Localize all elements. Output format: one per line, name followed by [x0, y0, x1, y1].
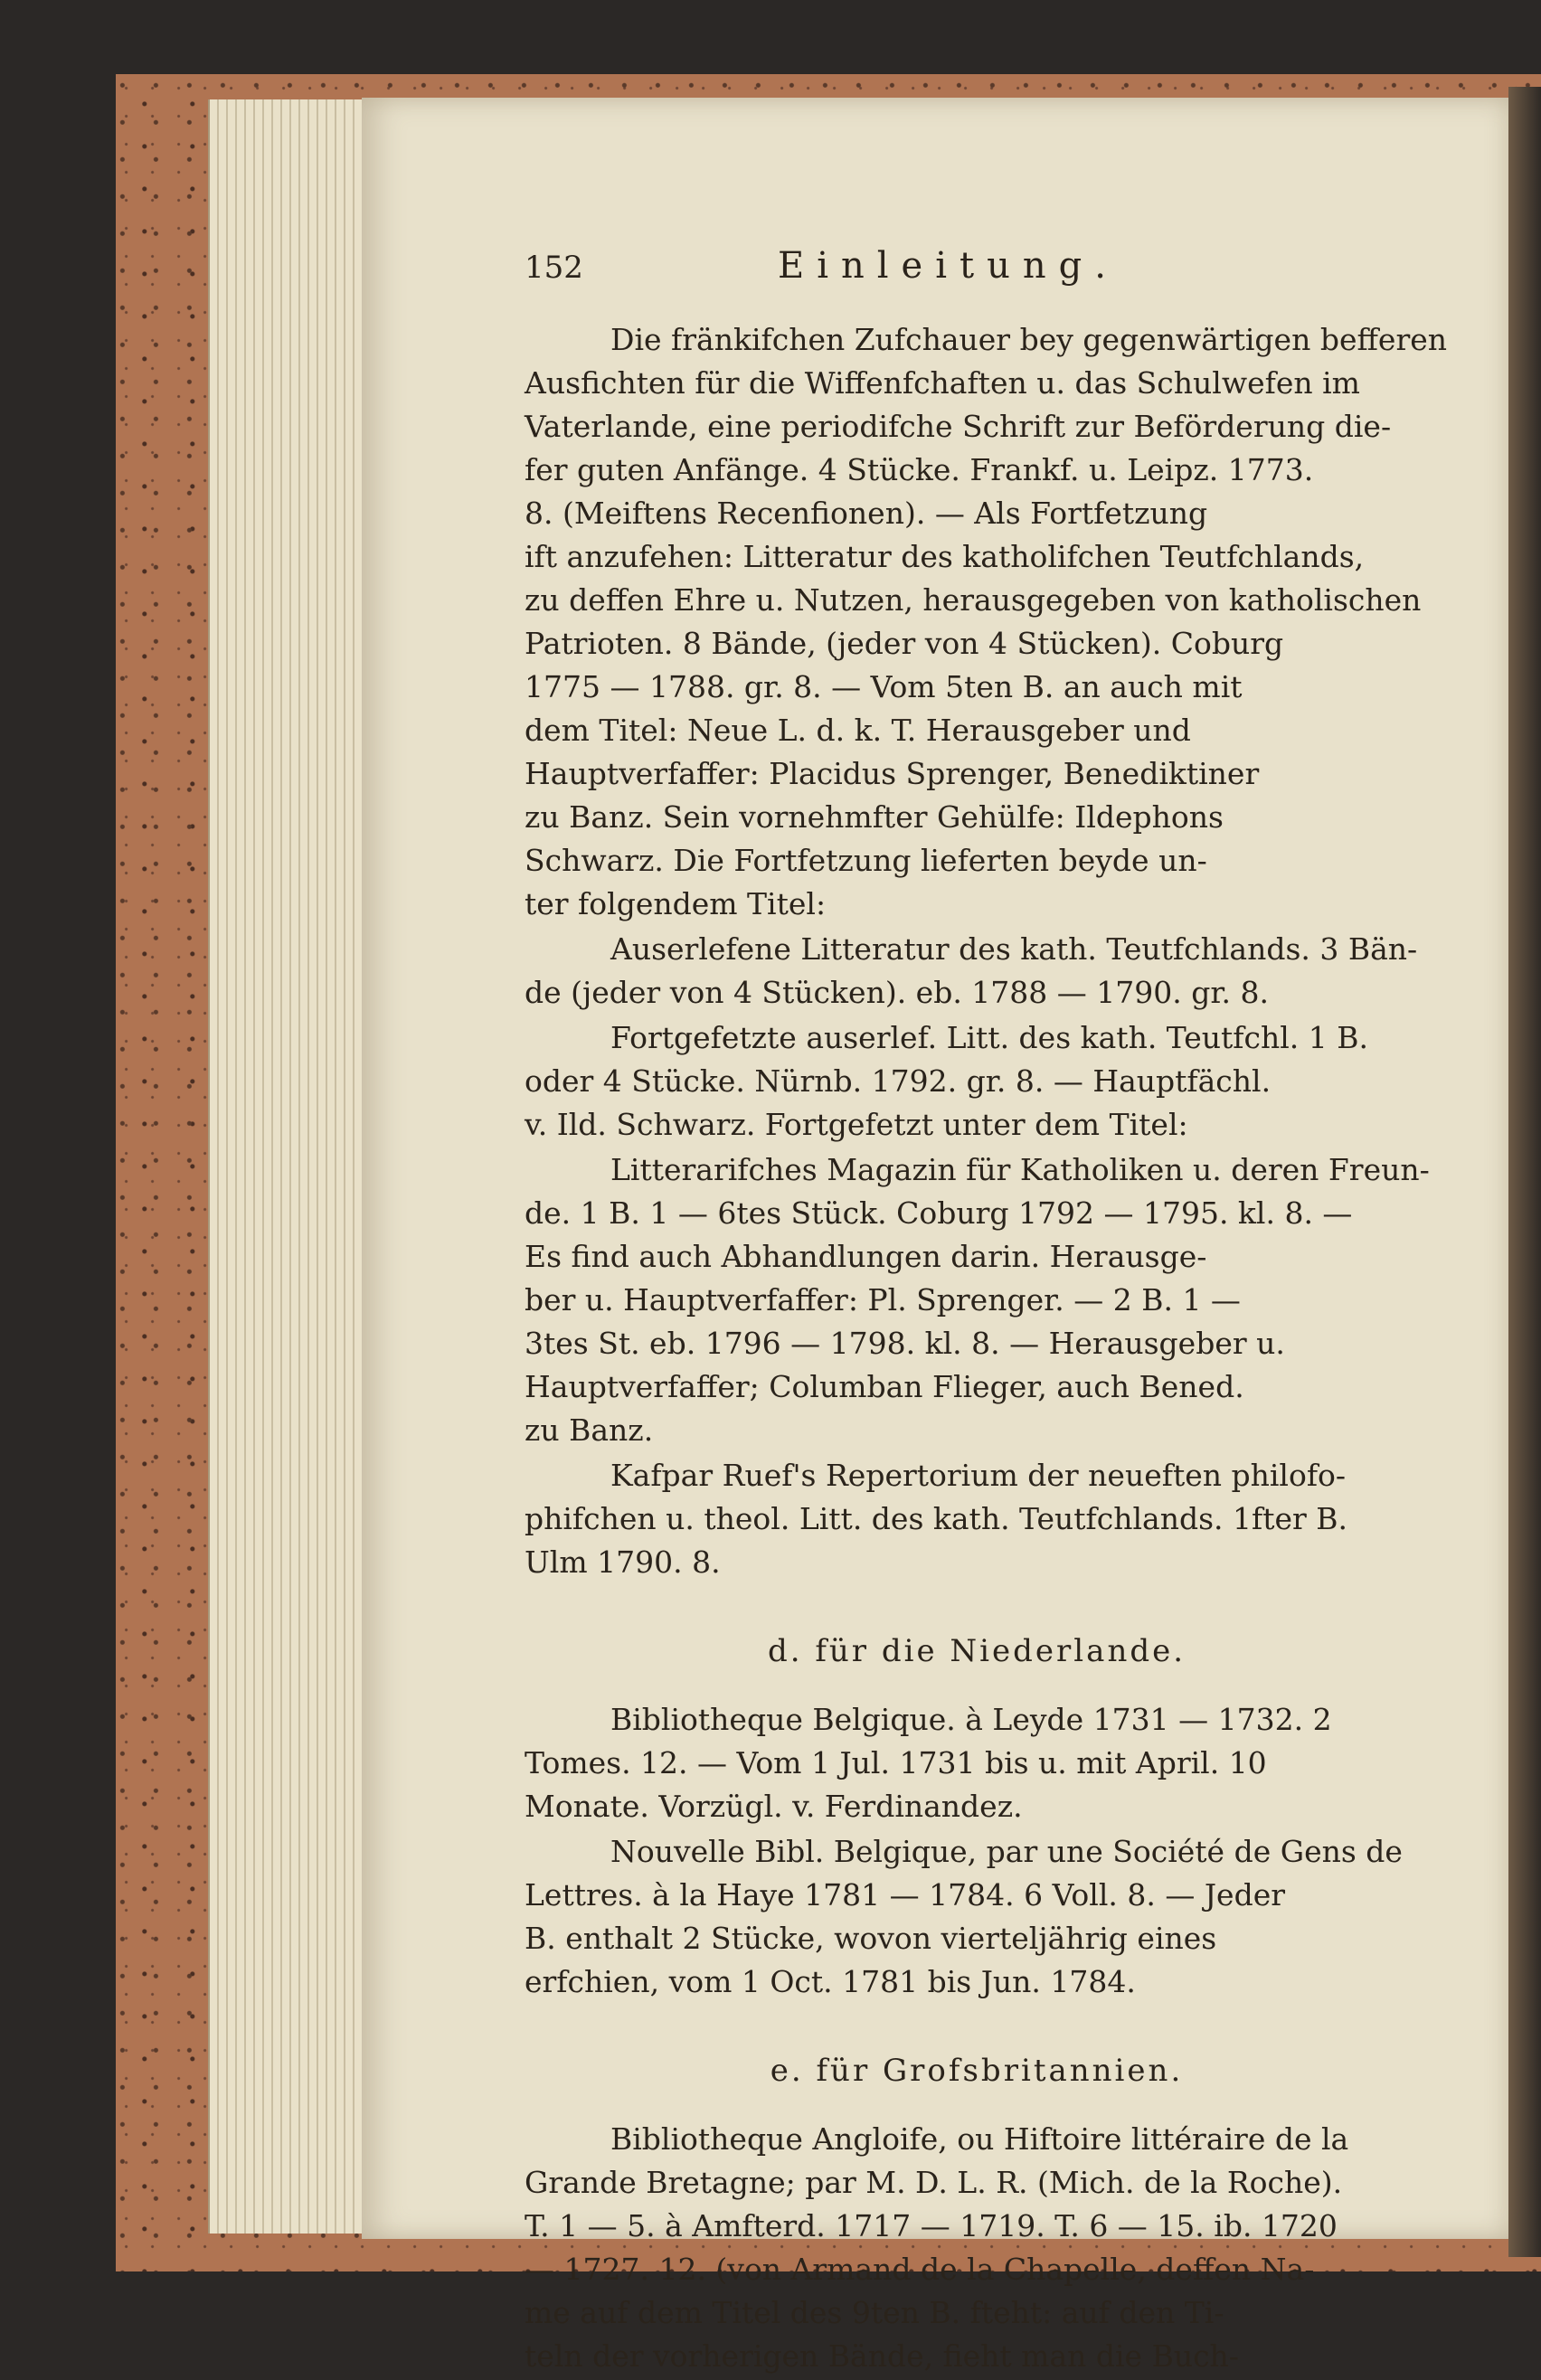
- text-line: Es find auch Abhandlungen darin. Herausge-: [525, 1239, 1207, 1274]
- text-line: Hauptverfaffer: Placidus Sprenger, Benediktiner: [525, 756, 1260, 791]
- text-line: ift anzufehen: Litteratur des katholifchen Teutfchlands,: [525, 539, 1365, 574]
- text-line: Ulm 1790. 8.: [525, 1544, 721, 1580]
- text-line: teln der vorherigen Bände, fieht man die Buch-: [525, 2338, 1239, 2374]
- text-line: Grande Bretagne; par M. D. L. R. (Mich. de la Roche).: [525, 2165, 1343, 2200]
- text-line: zu Banz.: [525, 1412, 654, 1448]
- text-line: ter folgendem Titel:: [525, 886, 827, 921]
- text-line: Vaterlande, eine periodifche Schrift zur Beförderung die-: [525, 409, 1392, 444]
- text-line: Litterarifches Magazin für Katholiken u. deren Freun-: [610, 1152, 1430, 1187]
- text-line: Auserlefene Litteratur des kath. Teutfchlands. 3 Bän-: [610, 931, 1418, 967]
- page-number: 152: [525, 250, 583, 286]
- text-line: oder 4 Stücke. Nürnb. 1792. gr. 8. — Hauptfächl.: [525, 1063, 1272, 1099]
- text-line: Bibliotheque Belgique. à Leyde 1731 — 1732. 2: [610, 1702, 1332, 1737]
- text-line: me auf dem Titel des 9ten B. fteht: auf den Ti-: [525, 2295, 1224, 2330]
- text-line: Schwarz. Die Fortfetzung lieferten beyde un-: [525, 843, 1207, 878]
- text-line: B. enthalt 2 Stücke, wovon vierteljährig eines: [525, 1921, 1217, 1956]
- text-line: Patrioten. 8 Bände, (jeder von 4 Stücken). Coburg: [525, 626, 1284, 661]
- bibliography-entry: [525, 1148, 1429, 1452]
- bibliography-entry: [525, 318, 1448, 926]
- entries-block-3: [525, 2118, 1429, 2378]
- section-heading-e: e. für Grofsbritannien.: [770, 2053, 1184, 2089]
- text-line: Hauptverfaffer; Columban Flieger, auch Bened.: [525, 1369, 1244, 1404]
- bibliography-entry: [525, 928, 1429, 1015]
- page-header: [525, 244, 1429, 298]
- text-line: fer guten Anfänge. 4 Stücke. Frankf. u. Leipz. 1773.: [525, 452, 1314, 487]
- bibliography-entry: [525, 1698, 1429, 1828]
- bibliography-entry: [525, 2118, 1429, 2378]
- text-line: 3tes St. eb. 1796 — 1798. kl. 8. — Herausgeber u.: [525, 1326, 1285, 1361]
- text-line: dem Titel: Neue L. d. k. T. Herausgeber und: [525, 713, 1191, 748]
- text-line: ber u. Hauptverfaffer: Pl. Sprenger. — 2 B. 1 —: [525, 1282, 1241, 1318]
- text-line: Kafpar Ruef's Repertorium der neueften philofo-: [610, 1458, 1347, 1493]
- entries-block-1: [525, 318, 1448, 1584]
- page-text: [525, 244, 1448, 2380]
- text-line: — 1727. 12. (von Armand de la Chapelle, deffen Na-: [525, 2252, 1315, 2287]
- text-line: 1775 — 1788. gr. 8. — Vom 5ten B. an auch mit: [525, 669, 1243, 704]
- text-line: Ausfichten für die Wiffenfchaften u. das Schulwefen im: [525, 365, 1360, 401]
- text-line: erfchien, vom 1 Oct. 1781 bis Jun. 1784.: [525, 1964, 1136, 1999]
- text-line: Tomes. 12. — Vom 1 Jul. 1731 bis u. mit April. 10: [525, 1745, 1267, 1780]
- page-edges: [208, 99, 373, 2234]
- text-line: Monate. Vorzügl. v. Ferdinandez.: [525, 1789, 1023, 1824]
- binding-edge: [1508, 87, 1541, 2257]
- text-line: T. 1 — 5. à Amfterd. 1717 — 1719. T. 6 — 15. ib. 1720: [525, 2208, 1338, 2243]
- bibliography-entry: [525, 1830, 1429, 2004]
- text-line: de. 1 B. 1 — 6tes Stück. Coburg 1792 — 1795. kl. 8. —: [525, 1195, 1353, 1231]
- text-line: zu Banz. Sein vornehmfter Gehülfe: Ildephons: [525, 799, 1224, 835]
- text-line: phifchen u. theol. Litt. des kath. Teutfchlands. 1fter B.: [525, 1501, 1348, 1536]
- text-line: Nouvelle Bibl. Belgique, par une Société de Gens de: [610, 1834, 1403, 1869]
- text-line: Fortgefetzte auserlef. Litt. des kath. Teutfchl. 1 B.: [610, 1020, 1369, 1055]
- text-line: Bibliotheque Angloife, ou Hiftoire littéraire de la: [610, 2121, 1349, 2157]
- text-line: de (jeder von 4 Stücken). eb. 1788 — 1790. gr. 8.: [525, 975, 1269, 1010]
- bibliography-entry: [525, 1454, 1429, 1584]
- bibliography-entry: [525, 1016, 1429, 1147]
- text-line: Die fränkifchen Zufchauer bey gegenwärtigen befferen: [610, 322, 1448, 357]
- running-title: Einleitung.: [778, 245, 1119, 287]
- text-line: Lettres. à la Haye 1781 — 1784. 6 Voll. 8. — Jeder: [525, 1877, 1286, 1912]
- entries-block-2: [525, 1698, 1429, 2004]
- section-heading-d: d. für die Niederlande.: [767, 1633, 1186, 1669]
- text-line: zu deffen Ehre u. Nutzen, herausgegeben von katholischen: [525, 582, 1422, 618]
- text-line: 8. (Meiftens Recenfionen). — Als Fortfetzung: [525, 496, 1208, 531]
- text-line: v. Ild. Schwarz. Fortgefetzt unter dem Titel:: [525, 1107, 1188, 1142]
